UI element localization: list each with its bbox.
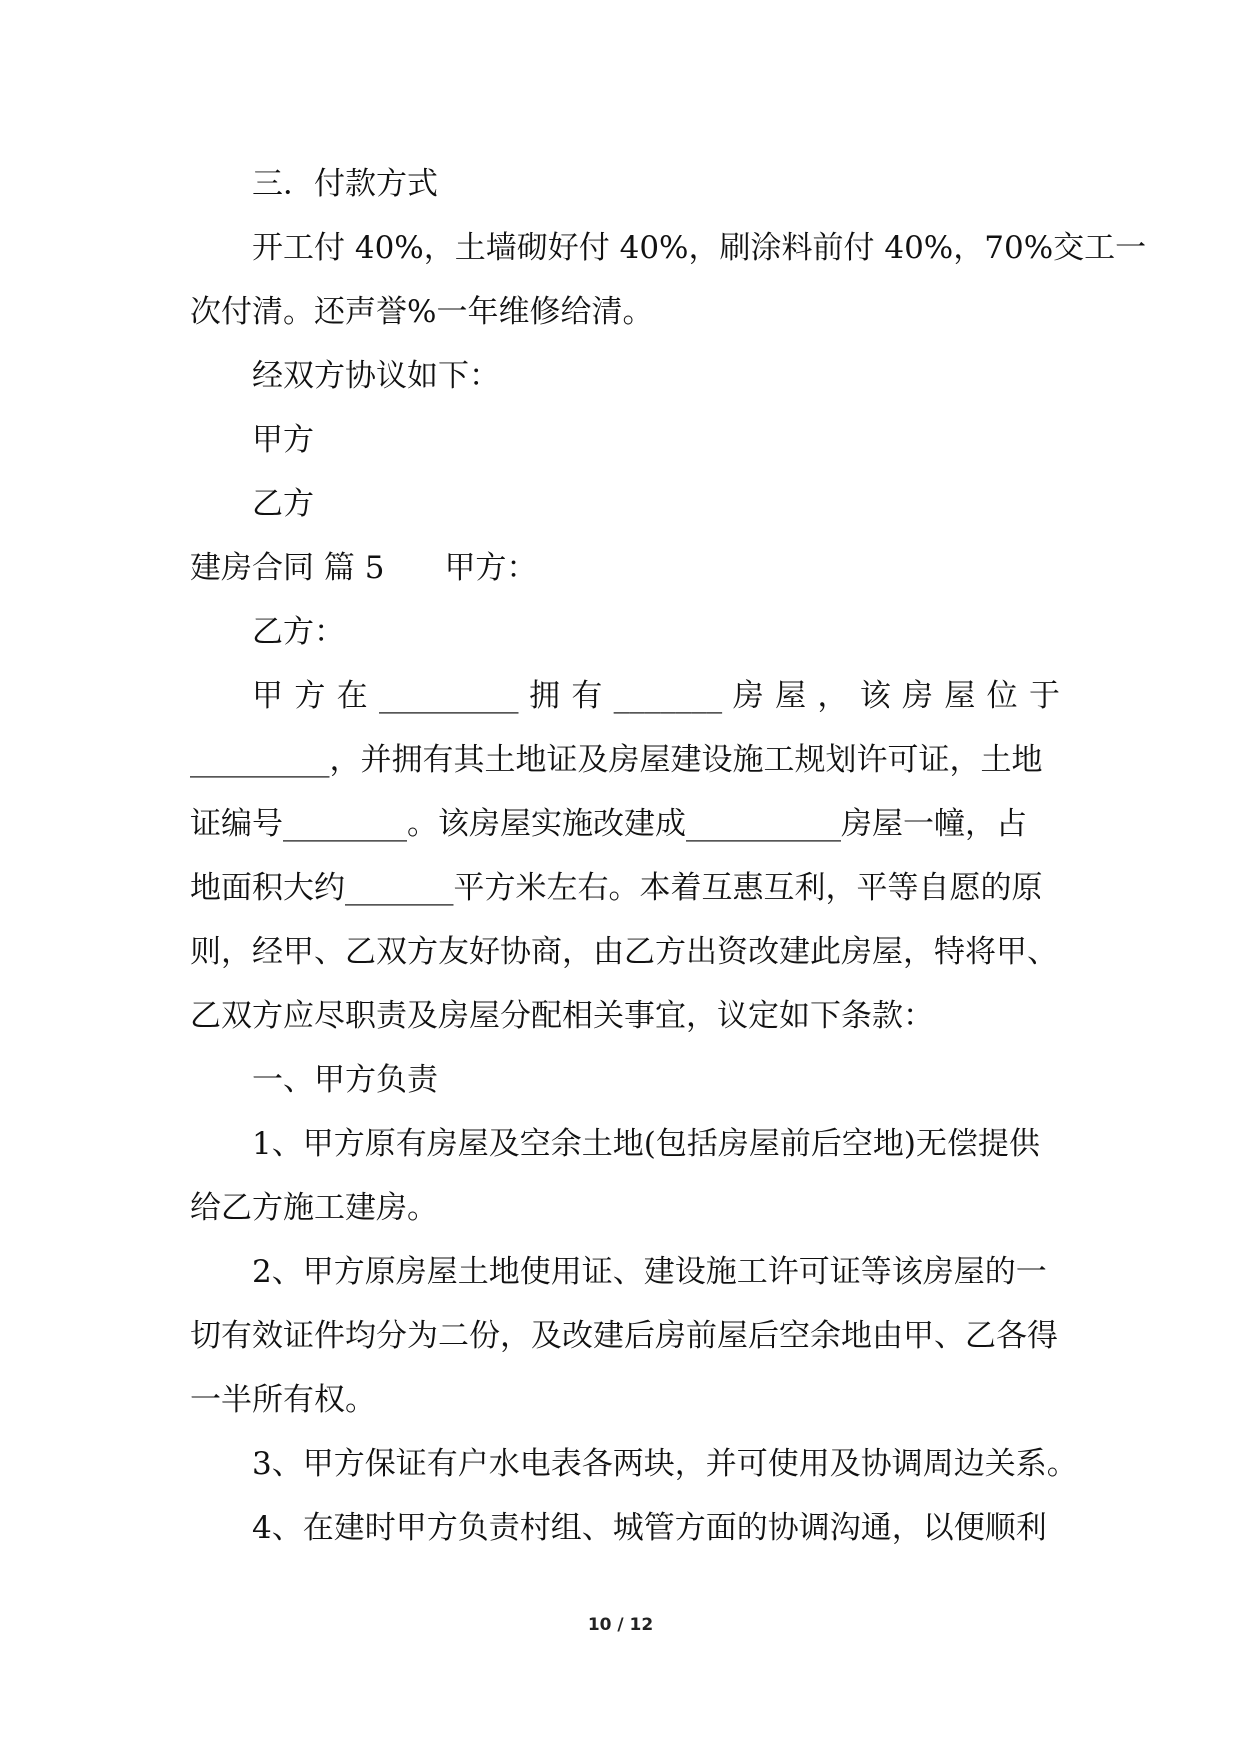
paragraph-line: 证编号________。该房屋实施改建成__________房屋一幢，占 bbox=[190, 806, 1027, 842]
section-heading-party-a-duties: 一、甲方负责 bbox=[252, 1062, 438, 1098]
party-a-field-label: 甲方： bbox=[444, 550, 538, 586]
clause-line: 一半所有权。 bbox=[190, 1382, 376, 1418]
paragraph-line: _________，并拥有其土地证及房屋建设施工规划许可证，土地 bbox=[190, 742, 1043, 778]
section-heading-payment: 三．付款方式 bbox=[252, 166, 438, 202]
document-body bbox=[190, 152, 1147, 1560]
paragraph-line: 乙双方应尽职责及房屋分配相关事宜，议定如下条款： bbox=[190, 998, 934, 1034]
party-b-field-label: 乙方： bbox=[252, 614, 345, 650]
party-a-label: 甲方 bbox=[252, 422, 314, 458]
paragraph-line: 开工付 40%，土墙砌好付 40%，刷涂料前付 40%，70%交工一 bbox=[252, 230, 1147, 266]
paragraph-line: 地面积大约_______平方米左右。本着互惠互利，平等自愿的原 bbox=[190, 870, 1043, 906]
clause-line: 切有效证件均分为二份，及改建后房前屋后空余地由甲、乙各得 bbox=[190, 1318, 1058, 1354]
paragraph-line: 经双方协议如下： bbox=[252, 358, 500, 394]
paragraph-line: 则，经甲、乙双方友好协商，由乙方出资改建此房屋，特将甲、 bbox=[190, 934, 1058, 970]
page-number: 10 / 12 bbox=[587, 1615, 654, 1635]
contract-title-line bbox=[190, 536, 1060, 600]
clause-line: 给乙方施工建房。 bbox=[190, 1190, 438, 1226]
clause-line: 1、甲方原有房屋及空余土地(包括房屋前后空地)无偿提供 bbox=[252, 1126, 1040, 1162]
party-b-label: 乙方 bbox=[252, 486, 314, 522]
clause-line: 3、甲方保证有户水电表各两块，并可使用及协调周边关系。 bbox=[252, 1446, 1078, 1482]
paragraph-line: 甲 方 在 _________ 拥 有 _______ 房 屋 ， 该 房 屋 位 于 bbox=[252, 678, 1060, 714]
clause-line: 4、在建时甲方负责村组、城管方面的协调沟通，以便顺利 bbox=[252, 1510, 1047, 1546]
clause-line: 2、甲方原房屋土地使用证、建设施工许可证等该房屋的一 bbox=[252, 1254, 1047, 1290]
contract-title: 建房合同 篇 5 bbox=[190, 550, 385, 586]
paragraph-line: 次付清。还声誉%一年维修给清。 bbox=[190, 294, 654, 330]
